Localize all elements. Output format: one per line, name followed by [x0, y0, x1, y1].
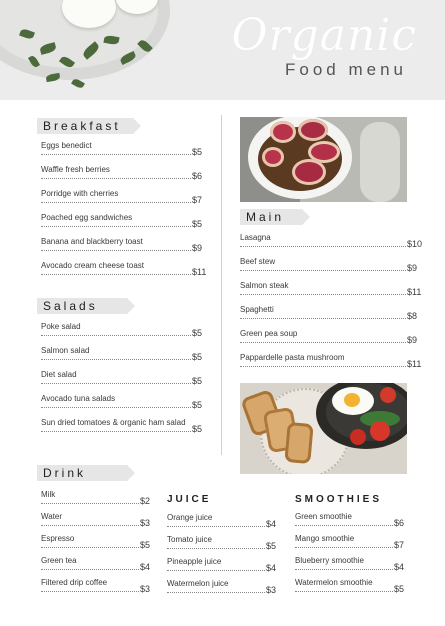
menu-item-name: Water — [41, 512, 63, 521]
dotted-leader — [41, 202, 191, 203]
menu-item-price: $3 — [266, 585, 277, 595]
section-header-smoothies: SMOOTHIES — [295, 494, 383, 505]
menu-item-name: Avocado tuna salads — [41, 394, 116, 403]
section-header-breakfast: Breakfast — [37, 118, 133, 134]
menu-item-price: $5 — [192, 147, 203, 157]
menu-item-name: Filtered drip coffee — [41, 578, 108, 587]
menu-item-name: Milk — [41, 490, 56, 499]
menu-item-price: $10 — [407, 239, 423, 249]
menu-item-name: Sun dried tomatoes & organic ham salad — [41, 418, 186, 427]
menu-item-name: Porridge with cherries — [41, 189, 119, 198]
menu-item-price: $11 — [192, 267, 207, 277]
menu-item-name: Green pea soup — [240, 329, 298, 338]
dotted-leader — [240, 246, 406, 247]
dotted-leader — [295, 525, 393, 526]
menu-title-sub: Food menu — [285, 60, 407, 79]
dotted-leader — [295, 569, 393, 570]
menu-item-price: $5 — [140, 540, 151, 550]
dotted-leader — [41, 547, 139, 548]
menu-item-name: Diet salad — [41, 370, 77, 379]
menu-item-price: $6 — [394, 518, 405, 528]
dotted-leader — [240, 366, 406, 367]
menu-item-price: $2 — [140, 496, 151, 506]
menu-item-name: Mango smoothie — [295, 534, 355, 543]
menu-item-name: Watermelon smoothie — [295, 578, 373, 587]
menu-item-name: Pineapple juice — [167, 557, 222, 566]
dotted-leader — [41, 503, 139, 504]
menu-item-price: $7 — [192, 195, 203, 205]
menu-item-price: $3 — [140, 518, 151, 528]
dotted-leader — [167, 592, 265, 593]
menu-item-name: Poke salad — [41, 322, 81, 331]
dotted-leader — [41, 431, 191, 432]
menu-item-name: Lasagna — [240, 233, 271, 242]
menu-item-price: $5 — [394, 584, 405, 594]
section-header-salads: Salads — [37, 298, 127, 314]
header-banner — [0, 0, 445, 100]
menu-item-price: $9 — [192, 243, 203, 253]
menu-item-price: $5 — [266, 541, 277, 551]
menu-item-name: Tomato juice — [167, 535, 212, 544]
menu-item-name: Espresso — [41, 534, 75, 543]
menu-item-name: Spaghetti — [240, 305, 274, 314]
dotted-leader — [41, 226, 191, 227]
column-divider — [221, 115, 222, 455]
menu-item-price: $6 — [192, 171, 203, 181]
dotted-leader — [240, 342, 406, 343]
menu-item-name: Poached egg sandwiches — [41, 213, 133, 222]
menu-item-price: $5 — [192, 328, 203, 338]
section-header-main: Main — [240, 209, 302, 225]
menu-item-price: $5 — [192, 376, 203, 386]
dotted-leader — [41, 383, 191, 384]
dotted-leader — [41, 359, 191, 360]
dotted-leader — [41, 569, 139, 570]
menu-item-price: $4 — [394, 562, 405, 572]
figs-bowl-photo — [240, 117, 407, 202]
dotted-leader — [167, 570, 265, 571]
menu-item-name: Salmon steak — [240, 281, 289, 290]
menu-item-name: Banana and blackberry toast — [41, 237, 143, 246]
menu-item-price: $5 — [192, 219, 203, 229]
dotted-leader — [240, 294, 406, 295]
dotted-leader — [41, 335, 191, 336]
menu-item-name: Avocado cream cheese toast — [41, 261, 145, 270]
section-header-drink: Drink — [37, 465, 127, 481]
menu-item-name: Watermelon juice — [167, 579, 229, 588]
dotted-leader — [240, 318, 406, 319]
section-header-juice: JUICE — [167, 494, 212, 505]
dotted-leader — [167, 526, 265, 527]
menu-title-script: Organic — [231, 10, 417, 61]
menu-item-price: $4 — [140, 562, 151, 572]
menu-item-price: $5 — [192, 400, 203, 410]
dotted-leader — [41, 591, 139, 592]
menu-item-price: $9 — [407, 335, 418, 345]
menu-item-price: $4 — [266, 563, 277, 573]
dotted-leader — [41, 154, 191, 155]
menu-item-price: $3 — [140, 584, 151, 594]
dotted-leader — [41, 407, 191, 408]
dotted-leader — [41, 250, 191, 251]
menu-item-name: Green tea — [41, 556, 77, 565]
menu-item-price: $8 — [407, 311, 418, 321]
menu-item-name: Blueberry smoothie — [295, 556, 364, 565]
herb-leaf — [45, 73, 60, 82]
menu-item-name: Pappardelle pasta mushroom — [240, 353, 345, 362]
dotted-leader — [41, 525, 139, 526]
dotted-leader — [167, 548, 265, 549]
menu-item-price: $5 — [192, 424, 203, 434]
menu-item-price: $11 — [407, 287, 422, 297]
dotted-leader — [41, 274, 191, 275]
menu-item-price: $9 — [407, 263, 418, 273]
breakfast-pan-photo — [240, 383, 407, 474]
dotted-leader — [295, 547, 393, 548]
menu-item-name: Eggs benedict — [41, 141, 92, 150]
menu-item-price: $5 — [192, 352, 203, 362]
menu-item-name: Beef stew — [240, 257, 276, 266]
menu-item-price: $11 — [407, 359, 422, 369]
menu-item-name: Green smoothie — [295, 512, 352, 521]
dotted-leader — [41, 178, 191, 179]
dotted-leader — [295, 591, 393, 592]
menu-item-name: Orange juice — [167, 513, 213, 522]
menu-item-price: $7 — [394, 540, 405, 550]
menu-item-name: Waffle fresh berries — [41, 165, 110, 174]
menu-item-name: Salmon salad — [41, 346, 90, 355]
dotted-leader — [240, 270, 406, 271]
menu-item-price: $4 — [266, 519, 277, 529]
